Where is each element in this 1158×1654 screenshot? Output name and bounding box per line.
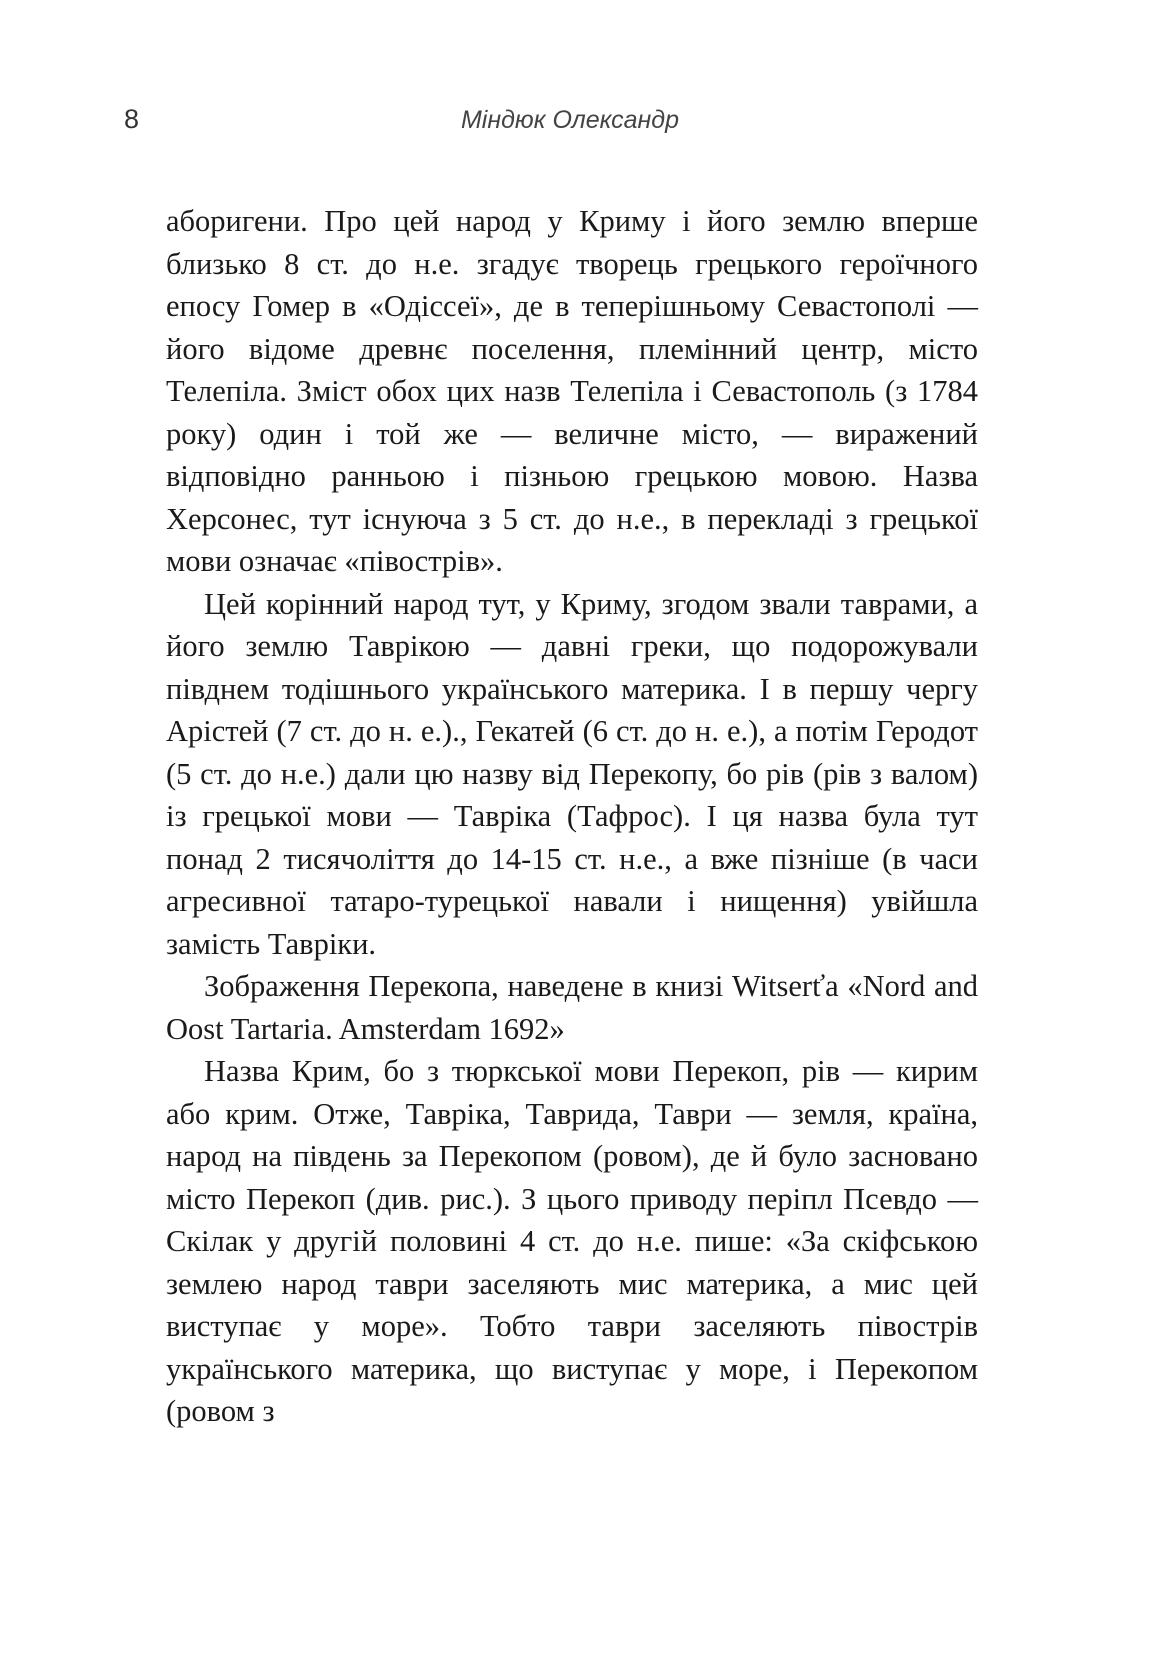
running-title: Міндюк Олександр xyxy=(460,106,680,134)
page-number: 8 xyxy=(124,104,140,134)
paragraph: Цей корінний народ тут, у Криму, згодом звали таврами, а його землю Таврікою — давні греки, що подорожували півднем тодішнього українського материка. І в першу чергу Арістей (7 ст. до н. е.)., Гекатей (6 ст. до н. е.), а потім Геродот (5 ст. до н.е.) дали цю назву від Перекопу, бо рів (рів з валом) із грецької мови — Тавріка (Тафрос). І ця назва була тут понад 2 тисячоліття до 14-15 ст. н.е., а вже пізніше (в часи агресивної татаро-турецької навали і нищення) увійшла замість Тавріки. xyxy=(166,586,978,961)
body-text xyxy=(166,200,978,1433)
paragraph-continuation: аборигени. Про цей народ у Криму і його землю вперше близько 8 ст. до н.е. згадує творець грецького героїчного епосу Гомер в «Одіссеї», де в теперішньому Севастополі — його відоме древнє поселення, племінний центр, місто Телепіла. Зміст обох цих назв Телепіла і Севастополь (з 1784 року) один і той же — величне місто, — виражений відповідно ранньою і пізньою грецькою мовою. Назва Херсонес, тут існуюча з 5 ст. до н.е., в перекладі з грецької мови означає «півострів». xyxy=(166,204,978,578)
figure-caption-paragraph: Зображення Перекопа, наведене в книзі Witserťa «Nord and Oost Tartaria. Amsterdam 1692» xyxy=(166,969,978,1046)
running-header xyxy=(124,104,976,144)
paragraph: Назва Крим, бо з тюркської мови Перекоп, рів — кирим або крим. Отже, Тавріка, Таврида, Таври — земля, країна, народ на південь за Перекопом (ровом), де й було засновано місто Перекоп (див. рис.). З цього приводу періпл Псевдо — Скілак у другій половині 4 ст. до н.е. пише: «За скіфською землею народ таври заселяють мис материка, а мис цей виступає у море». Тобто таври заселяють півострів українського материка, що виступає у море, і Перекопом (ровом з xyxy=(166,1054,978,1428)
